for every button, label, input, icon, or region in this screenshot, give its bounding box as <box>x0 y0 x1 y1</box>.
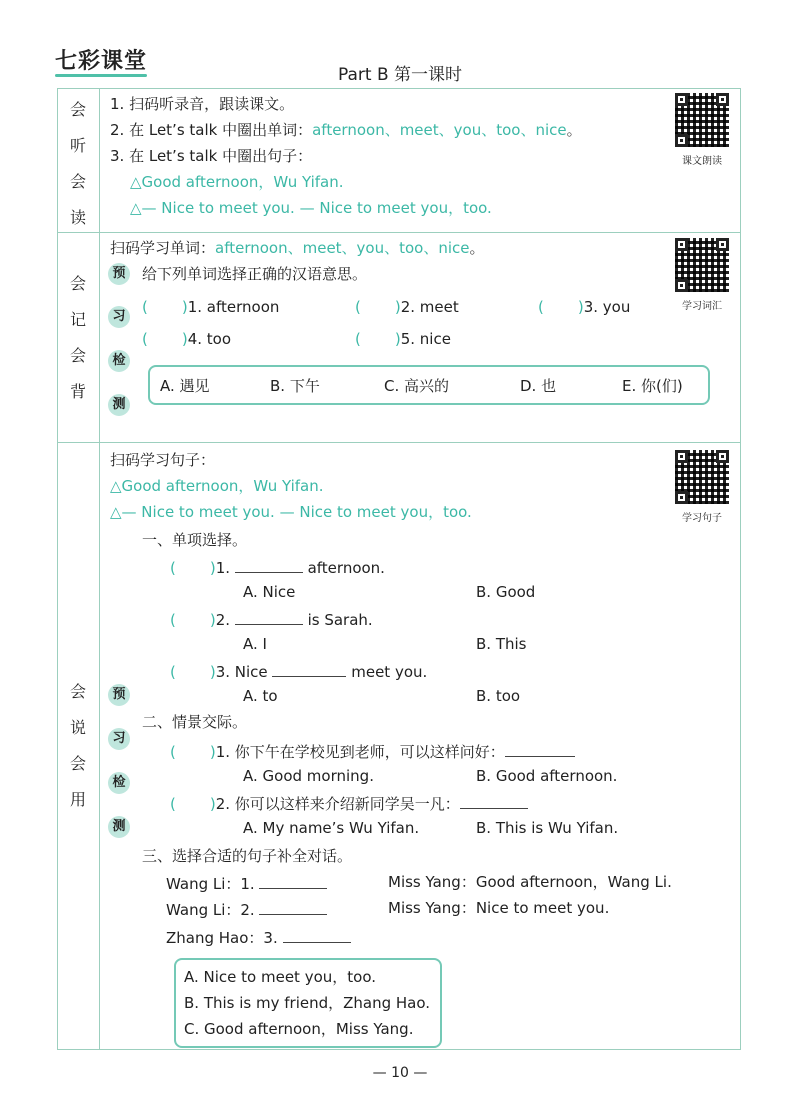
fill-blank[interactable] <box>283 926 351 943</box>
qr-code-icon[interactable] <box>675 450 729 504</box>
q3-option-a: A. to <box>243 687 278 705</box>
preview-badge: 测 <box>108 394 130 416</box>
option-d: D. 也 <box>520 377 557 395</box>
answer-slot[interactable] <box>544 296 578 312</box>
answer-slot[interactable] <box>176 609 210 625</box>
question-1: ( )1. afternoon. <box>170 556 385 578</box>
answer-slot[interactable] <box>148 296 182 312</box>
preview-badge: 预 <box>108 263 130 285</box>
fill-blank[interactable] <box>235 608 303 625</box>
preview-badge: 检 <box>108 350 130 372</box>
dialog-line-1: Wang Li：1. <box>166 872 327 894</box>
dialog-option-a: A. Nice to meet you，too. <box>184 968 377 986</box>
s1-option-a: A. Good morning. <box>243 767 374 785</box>
vocab-item: ( )1. afternoon <box>142 298 280 316</box>
preview-badge: 检 <box>108 772 130 794</box>
listen-line-1: 1. 扫码听录音，跟读课文。 <box>110 95 295 113</box>
option-e: E. 你(们) <box>622 377 683 395</box>
vocab-item: ( )5. nice <box>355 330 451 348</box>
vocab-item: ( )3. you <box>538 298 631 316</box>
answer-slot[interactable] <box>361 328 395 344</box>
listen-sentence-2: △— Nice to meet you. — Nice to meet you，too. <box>130 199 492 217</box>
option-c: C. 高兴的 <box>384 377 450 395</box>
fill-blank[interactable] <box>505 740 575 757</box>
fill-blank[interactable] <box>259 872 327 889</box>
answer-slot[interactable] <box>176 741 210 757</box>
dialog-option-b: B. This is my friend，Zhang Hao. <box>184 994 431 1012</box>
answer-slot[interactable] <box>361 296 395 312</box>
vocab-item: ( )4. too <box>142 330 232 348</box>
listen-sentence-1: △Good afternoon，Wu Yifan. <box>130 173 344 191</box>
listen-line-2: 2. 在 Let’s talk 中圈出单词：afternoon、meet、you、too、nice。 <box>110 121 582 139</box>
option-b: B. 下午 <box>270 377 320 395</box>
qr-caption: 学习词汇 <box>682 301 722 312</box>
qr-caption: 学习句子 <box>682 513 722 524</box>
brand-logo: 七彩课堂 <box>55 48 148 74</box>
situation-2: ( )2. 你可以这样来介绍新同学吴一凡： <box>170 792 528 814</box>
section-label-speak: 会 说 会 用 <box>69 682 86 809</box>
dialog-option-c: C. Good afternoon，Miss Yang. <box>184 1020 414 1038</box>
section-divider <box>57 442 741 443</box>
q2-option-b: B. This <box>476 635 527 653</box>
dialog-reply-1: Miss Yang：Good afternoon，Wang Li. <box>388 873 672 891</box>
answer-slot[interactable] <box>176 793 210 809</box>
q1-option-a: A. Nice <box>243 583 296 601</box>
section-label-memorize: 会 记 会 背 <box>69 274 86 401</box>
s1-option-b: B. Good afternoon. <box>476 767 618 785</box>
qr-code-icon[interactable] <box>675 93 729 147</box>
situation-1: ( )1. 你下午在学校见到老师，可以这样问好： <box>170 740 575 762</box>
vocab-item: ( )2. meet <box>355 298 459 316</box>
part2-title: 二、情景交际。 <box>142 713 248 731</box>
qr-code-icon[interactable] <box>675 238 729 292</box>
preview-badge: 预 <box>108 684 130 706</box>
question-2: ( )2. is Sarah. <box>170 608 373 630</box>
label-column-divider <box>99 88 100 1050</box>
option-a: A. 遇见 <box>160 377 210 395</box>
fill-blank[interactable] <box>235 556 303 573</box>
preview-badge: 习 <box>108 728 130 750</box>
q2-option-a: A. I <box>243 635 267 653</box>
dialog-line-3: Zhang Hao：3. <box>166 926 351 948</box>
speak-scan-title: 扫码学习句子： <box>110 451 216 469</box>
fill-blank[interactable] <box>460 792 528 809</box>
memorize-scan-line: 扫码学习单词：afternoon、meet、you、too、nice。 <box>110 239 485 257</box>
s2-option-b: B. This is Wu Yifan. <box>476 819 619 837</box>
section-divider <box>57 232 741 233</box>
fill-blank[interactable] <box>259 898 327 915</box>
fill-blank[interactable] <box>272 660 346 677</box>
dialog-reply-2: Miss Yang：Nice to meet you. <box>388 899 610 917</box>
s2-option-a: A. My name’s Wu Yifan. <box>243 819 420 837</box>
page-number: — 10 — <box>372 1065 428 1081</box>
part3-title: 三、选择合适的句子补全对话。 <box>142 847 353 865</box>
answer-slot[interactable] <box>148 328 182 344</box>
question-3: ( )3. Nice meet you. <box>170 660 427 682</box>
page-title: Part B 第一课时 <box>337 65 463 85</box>
answer-slot[interactable] <box>176 557 210 573</box>
listen-line-3: 3. 在 Let’s talk 中圈出句子： <box>110 147 313 165</box>
speak-sentence-2: △— Nice to meet you. — Nice to meet you，too. <box>110 503 472 521</box>
part1-title: 一、单项选择。 <box>142 531 248 549</box>
speak-sentence-1: △Good afternoon，Wu Yifan. <box>110 477 324 495</box>
qr-caption: 课文朗读 <box>682 156 722 167</box>
q1-option-b: B. Good <box>476 583 536 601</box>
memorize-instruction: 给下列单词选择正确的汉语意思。 <box>142 265 368 283</box>
q3-option-b: B. too <box>476 687 521 705</box>
answer-slot[interactable] <box>176 661 210 677</box>
preview-badge: 习 <box>108 306 130 328</box>
preview-badge: 测 <box>108 816 130 838</box>
dialog-line-2: Wang Li：2. <box>166 898 327 920</box>
section-label-listen: 会 听 会 读 <box>69 100 86 227</box>
